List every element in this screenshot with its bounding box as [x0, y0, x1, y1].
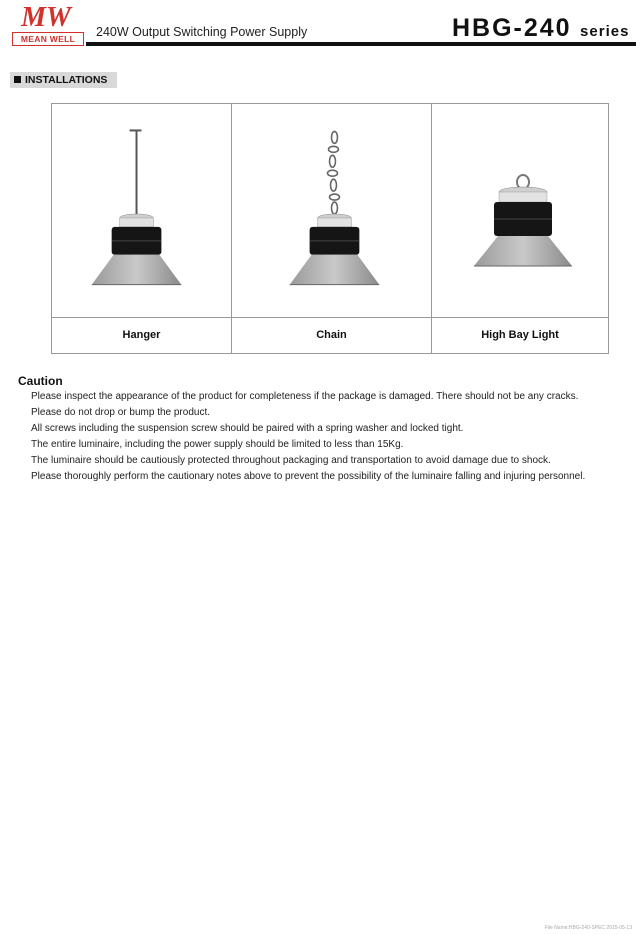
- installation-label: Chain: [232, 317, 431, 353]
- caution-title: Caution: [18, 374, 63, 388]
- mw-logo-mark-icon: [6, 2, 86, 30]
- header-rule: [86, 42, 636, 46]
- chain-lamp-icon: [232, 104, 431, 318]
- installations-table: [51, 103, 609, 354]
- caution-item: Please inspect the appearance of the product for completeness if the package is damaged. There should not be any cracks.: [31, 391, 579, 402]
- installation-cell-hanger: [52, 104, 232, 353]
- caution-item: Please thoroughly perform the cautionary notes above to prevent the possibility of the luminaire falling and injuring personnel.: [31, 471, 586, 482]
- caution-item: Please do not drop or bump the product.: [31, 407, 211, 418]
- document-subtitle: 240W Output Switching Power Supply: [96, 25, 308, 39]
- installation-cell-chain: [232, 104, 432, 353]
- model-name: HBG-240: [452, 14, 572, 42]
- mean-well-logo: [6, 2, 86, 46]
- installation-cell-highbay: [432, 104, 608, 353]
- section-title-text: INSTALLATIONS: [25, 74, 108, 86]
- section-bullet-icon: [14, 76, 21, 83]
- hanger-lamp-icon: [52, 104, 231, 318]
- footer-file-name: File Name:HBG-240-SPEC 2015-05-13: [544, 925, 632, 931]
- svg-text:MW: MW: [21, 2, 71, 30]
- model-series: series: [580, 23, 630, 40]
- caution-item: The entire luminaire, including the power supply should be limited to less than 15Kg.: [31, 439, 404, 450]
- section-title: [10, 72, 117, 88]
- caution-list: [31, 391, 631, 487]
- highbay-lamp-icon: [432, 104, 608, 318]
- model-title: [452, 14, 629, 43]
- caution-item: All screws including the suspension screw should be paired with a spring washer and locked tight.: [31, 423, 464, 434]
- caution-item: The luminaire should be cautiously protected throughout packaging and transportation to avoid damage due to shock.: [31, 455, 551, 466]
- installation-label: High Bay Light: [432, 317, 608, 353]
- logo-text: MEAN WELL: [12, 32, 84, 46]
- installation-label: Hanger: [52, 317, 231, 353]
